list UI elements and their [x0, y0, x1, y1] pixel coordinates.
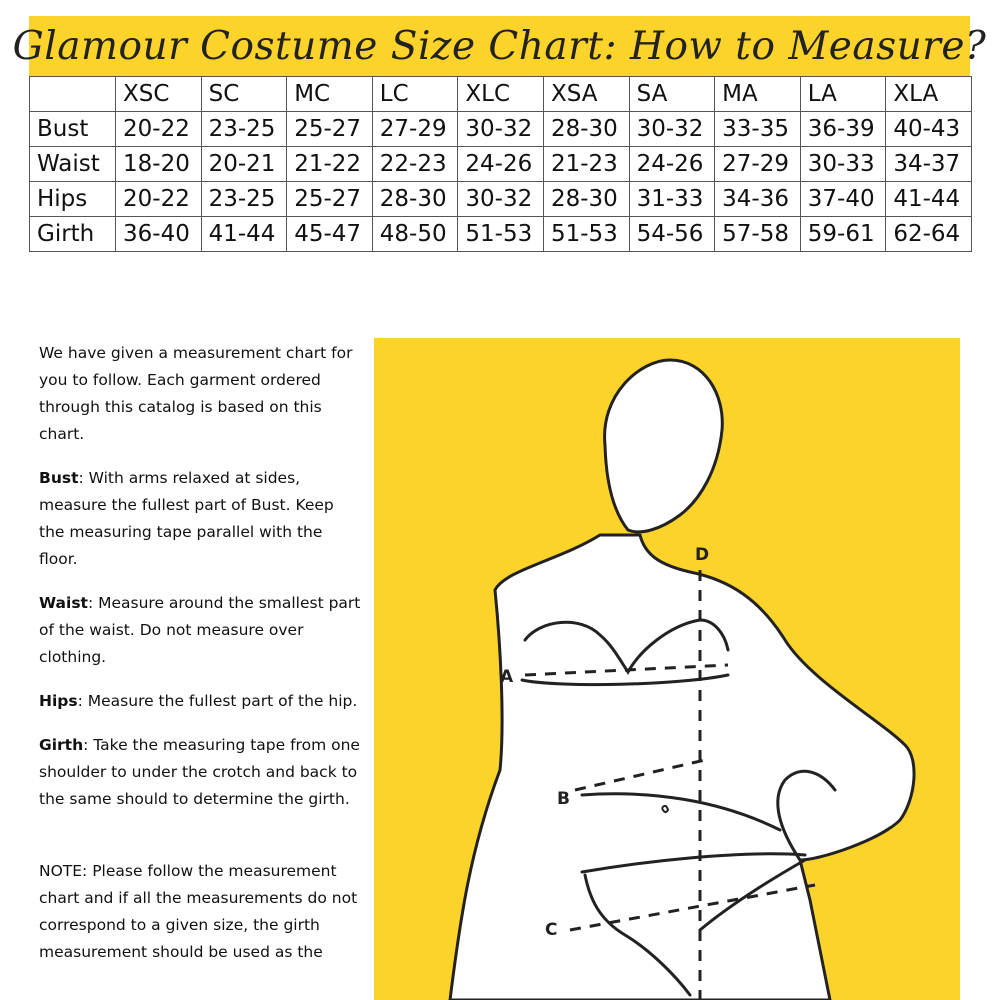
table-cell: 54-56 [629, 217, 715, 252]
table-cell: 48-50 [372, 217, 458, 252]
table-cell: 18-20 [116, 147, 202, 182]
table-cell: 23-25 [201, 112, 287, 147]
note-paragraph: NOTE: Please follow the measurement chart and if all the measurements do not correspond to a given size, the girth measurement should be used as the [39, 862, 358, 961]
row-label: Hips [30, 182, 116, 217]
table-cell: 37-40 [800, 182, 886, 217]
table-header-cell: XSA [543, 77, 629, 112]
table-cell: 20-22 [116, 182, 202, 217]
table-header-cell: LA [800, 77, 886, 112]
table-cell: 41-44 [886, 182, 972, 217]
row-label: Girth [30, 217, 116, 252]
table-cell: 59-61 [800, 217, 886, 252]
table-cell: 40-43 [886, 112, 972, 147]
table-header-cell: XLA [886, 77, 972, 112]
table-cell: 21-22 [287, 147, 373, 182]
measurement-illustration [374, 338, 960, 1000]
table-cell: 25-27 [287, 182, 373, 217]
table-cell: 20-21 [201, 147, 287, 182]
table-cell: 30-32 [629, 112, 715, 147]
table-cell: 24-26 [629, 147, 715, 182]
girth-text: : Take the measuring tape from one shoulder to under the crotch and back to the same should to determine the girth. [39, 736, 360, 808]
table-cell: 27-29 [372, 112, 458, 147]
title-banner [12, 16, 987, 76]
hips-term: Hips [39, 692, 78, 710]
bust-text: : With arms relaxed at sides, measure the fullest part of Bust. Keep the measuring tape parallel with the floor. [39, 469, 334, 568]
waist-term: Waist [39, 594, 88, 612]
table-cell: 28-30 [543, 112, 629, 147]
body-figure-drawing [374, 338, 960, 1000]
label-c: C [545, 920, 558, 940]
table-cell: 28-30 [372, 182, 458, 217]
intro-paragraph: We have given a measurement chart for you to follow. Each garment ordered through this catalog is based on this chart. [39, 344, 353, 443]
waist-instruction [39, 590, 364, 671]
table-cell: 34-36 [715, 182, 801, 217]
body-outline [450, 535, 914, 1000]
table-cell: 51-53 [543, 217, 629, 252]
table-cell: 30-33 [800, 147, 886, 182]
hips-instruction [39, 688, 364, 715]
row-label: Bust [30, 112, 116, 147]
table-cell: 21-23 [543, 147, 629, 182]
measurement-instructions [39, 340, 364, 983]
hips-text: : Measure the fullest part of the hip. [77, 692, 358, 710]
table-cell: 45-47 [287, 217, 373, 252]
table-header-cell: SA [629, 77, 715, 112]
row-label: Waist [30, 147, 116, 182]
table-header-cell: XSC [116, 77, 202, 112]
table-cell: 24-26 [458, 147, 544, 182]
table-header-cell: MA [715, 77, 801, 112]
label-d: D [695, 545, 710, 565]
bust-instruction [39, 465, 364, 573]
table-cell: 23-25 [201, 182, 287, 217]
girth-instruction [39, 732, 364, 813]
table-cell: 62-64 [886, 217, 972, 252]
size-chart-table [29, 76, 972, 252]
table-header-cell: LC [372, 77, 458, 112]
girth-term: Girth [39, 736, 84, 754]
table-header-row [30, 77, 972, 112]
table-cell: 22-23 [372, 147, 458, 182]
table-header-cell: SC [201, 77, 287, 112]
table-cell: 31-33 [629, 182, 715, 217]
bust-term: Bust [39, 469, 79, 487]
table-cell: 25-27 [287, 112, 373, 147]
table-row [30, 182, 972, 217]
table-cell: 34-37 [886, 147, 972, 182]
table-cell: 20-22 [116, 112, 202, 147]
table-header-cell: MC [287, 77, 373, 112]
table-row [30, 147, 972, 182]
table-cell: 28-30 [543, 182, 629, 217]
table-row [30, 112, 972, 147]
table-cell: 41-44 [201, 217, 287, 252]
table-cell: 57-58 [715, 217, 801, 252]
table-cell: 36-39 [800, 112, 886, 147]
table-header-cell [30, 77, 116, 112]
table-cell: 51-53 [458, 217, 544, 252]
table-header-cell: XLC [458, 77, 544, 112]
table-row [30, 217, 972, 252]
head-outline [605, 360, 723, 532]
table-cell: 36-40 [116, 217, 202, 252]
page-title: Glamour Costume Size Chart: How to Measure? [12, 23, 987, 69]
table-cell: 27-29 [715, 147, 801, 182]
table-cell: 30-32 [458, 182, 544, 217]
waist-text: : Measure around the smallest part of the waist. Do not measure over clothing. [39, 594, 361, 666]
label-a: A [500, 667, 514, 687]
table-cell: 33-35 [715, 112, 801, 147]
label-b: B [557, 789, 570, 809]
table-cell: 30-32 [458, 112, 544, 147]
